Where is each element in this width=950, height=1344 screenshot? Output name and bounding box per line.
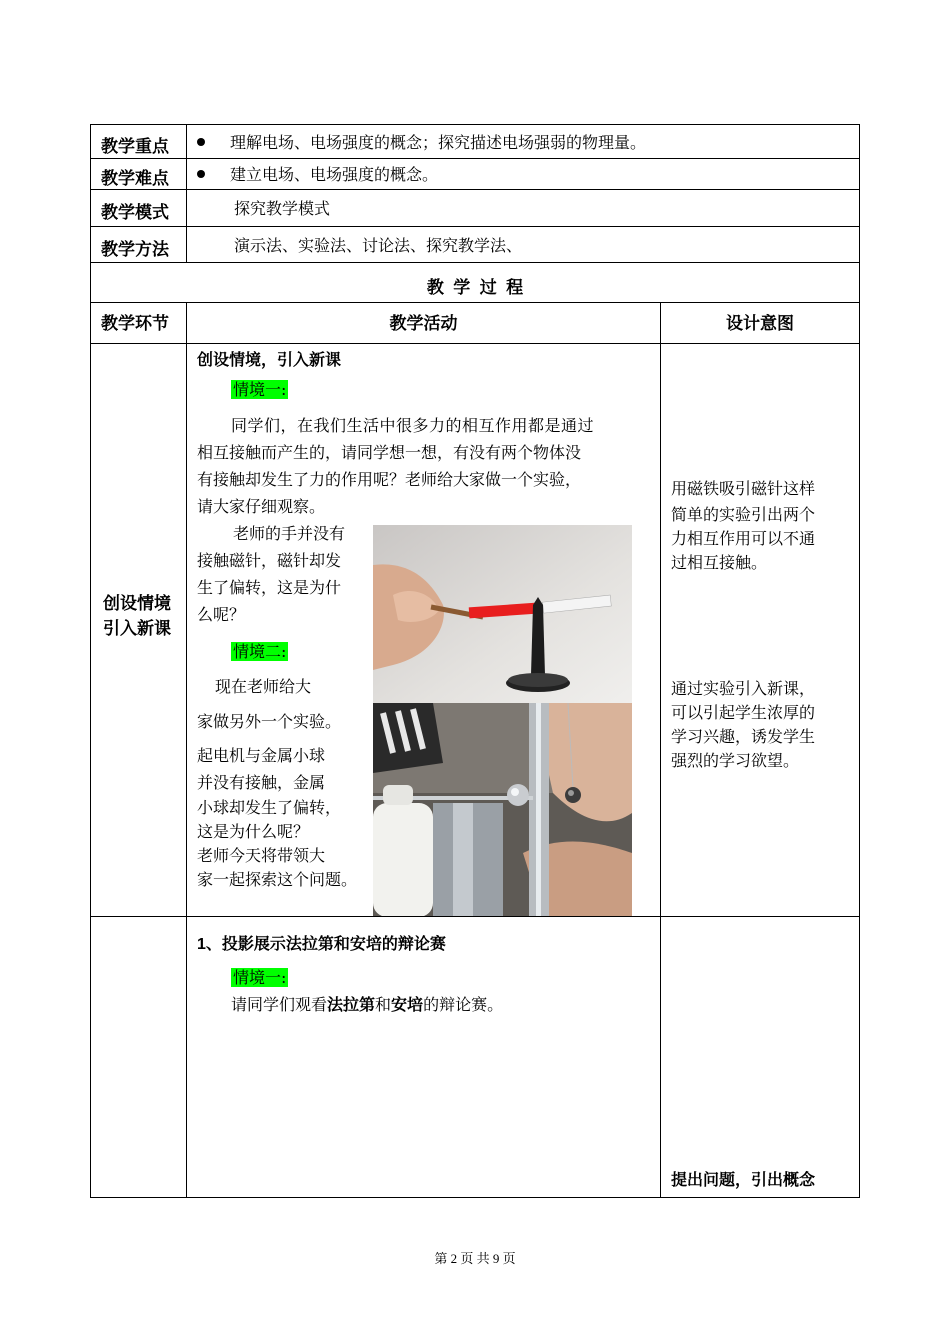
bullet-icon bbox=[197, 170, 205, 178]
intent1-line3: 力相互作用可以不通 bbox=[671, 529, 816, 548]
section2-activity-cell bbox=[186, 916, 661, 1198]
process-title-cell bbox=[90, 262, 860, 303]
section1-para1-line3: 有接触却发生了力的作用呢？老师给大家做一个实验， bbox=[197, 470, 582, 489]
section2-scene1-highlight: 情境一: bbox=[233, 968, 287, 987]
section1-para1-line4: 请大家仔细观察。 bbox=[197, 497, 326, 516]
section1-activity-cell bbox=[186, 343, 661, 917]
mode-label: 教学模式 bbox=[101, 203, 169, 222]
section1-intent-cell bbox=[660, 343, 860, 917]
section2-intent-cell bbox=[660, 916, 860, 1198]
intent2-line3: 学习兴趣，诱发学生 bbox=[671, 727, 816, 746]
lesson-plan-table bbox=[90, 124, 860, 1198]
focus-text: 理解电场、电场强度的概念；探究描述电场强弱的物理量。 bbox=[230, 133, 647, 152]
section1-para3-line1: 现在老师给大 bbox=[215, 677, 312, 696]
section1-stage-cell bbox=[90, 343, 187, 917]
focus-label-cell bbox=[90, 124, 187, 159]
stage-header: 教学环节 bbox=[101, 314, 169, 333]
section1-scene2 bbox=[231, 638, 288, 665]
intent1-line2: 简单的实验引出两个 bbox=[671, 505, 816, 524]
section1-para1-line2: 相互接触而产生的，请同学想一想，有没有两个物体没 bbox=[197, 443, 582, 462]
ampere-name: 安培 bbox=[391, 995, 424, 1014]
section2-line bbox=[231, 991, 503, 1018]
difficulty-content-cell bbox=[186, 158, 860, 190]
section1-para4-line6: 家一起探索这个问题。 bbox=[197, 870, 358, 889]
intent-header: 设计意图 bbox=[726, 314, 794, 333]
section2-line-mid: 和 bbox=[375, 995, 392, 1014]
intent1-line1: 用磁铁吸引磁针这样 bbox=[671, 479, 816, 498]
section2-intent: 提出问题，引出概念 bbox=[671, 1172, 816, 1189]
intent2-line2: 可以引起学生浓厚的 bbox=[671, 703, 816, 722]
mode-label-cell bbox=[90, 189, 187, 227]
method-label-cell bbox=[90, 226, 187, 263]
section1-scene1 bbox=[231, 376, 288, 403]
method-label: 教学方法 bbox=[101, 240, 169, 259]
scene2-highlight: 情境二: bbox=[233, 642, 287, 661]
section1-para2-line4: 么呢？ bbox=[197, 605, 246, 624]
mode-content-cell bbox=[186, 189, 860, 227]
focus-content-cell bbox=[186, 124, 860, 159]
faraday-name: 法拉第 bbox=[327, 995, 376, 1014]
section2-line-post: 的辩论赛。 bbox=[423, 995, 504, 1014]
bullet-icon bbox=[197, 138, 205, 146]
section2-heading: 1、投影展示法拉第和安培的辩论赛 bbox=[197, 936, 446, 953]
difficulty-label-cell bbox=[90, 158, 187, 190]
activity-header-cell bbox=[186, 302, 661, 344]
difficulty-label: 教学难点 bbox=[101, 169, 169, 188]
process-title: 教 学 过 程 bbox=[426, 278, 524, 297]
mode-text: 探究教学模式 bbox=[234, 199, 331, 218]
section1-para1-line1: 同学们，在我们生活中很多力的相互作用都是通过 bbox=[231, 416, 595, 435]
section1-para4-line2: 并没有接触，金属 bbox=[197, 773, 326, 792]
stage-header-cell bbox=[90, 302, 187, 344]
section1-para2-line2: 接触磁针，磁针却发 bbox=[197, 551, 342, 570]
activity-header: 教学活动 bbox=[389, 314, 458, 333]
section1-stage-line2: 引入新课 bbox=[103, 619, 171, 638]
section2-stage-cell bbox=[90, 916, 187, 1198]
intent1-line4: 过相互接触。 bbox=[671, 553, 768, 572]
method-text: 演示法、实验法、讨论法、探究教学法、 bbox=[234, 236, 523, 255]
scene1-highlight: 情境一: bbox=[233, 380, 287, 399]
section1-para2-line3: 生了偏转，这是为什 bbox=[197, 578, 342, 597]
section1-stage-line1: 创设情境 bbox=[103, 594, 171, 613]
section2-line-pre: 请同学们观看 bbox=[231, 995, 328, 1014]
method-content-cell bbox=[186, 226, 860, 263]
section1-para4-line5: 老师今天将带领大 bbox=[197, 846, 326, 865]
section1-para4-line4: 这是为什么呢？ bbox=[197, 822, 310, 841]
section1-heading: 创设情境，引入新课 bbox=[197, 352, 342, 369]
section2-scene1 bbox=[231, 964, 288, 991]
magnet-needle-photo bbox=[373, 525, 632, 703]
difficulty-text: 建立电场、电场强度的概念。 bbox=[230, 165, 439, 184]
section1-para3-line2: 家做另外一个实验。 bbox=[197, 712, 342, 731]
section1-para2-line1: 老师的手并没有 bbox=[233, 524, 346, 543]
intent2-line4: 强烈的学习欲望。 bbox=[671, 751, 800, 770]
intent2-line1: 通过实验引入新课， bbox=[671, 679, 816, 698]
focus-label: 教学重点 bbox=[101, 137, 169, 156]
electrostatic-experiment-photo bbox=[373, 703, 632, 917]
page-footer: 第 2 页 共 9 页 bbox=[434, 1251, 516, 1266]
intent-header-cell bbox=[660, 302, 860, 344]
section1-para4-line1: 起电机与金属小球 bbox=[197, 746, 326, 765]
section1-para4-line3: 小球却发生了偏转， bbox=[197, 798, 342, 817]
